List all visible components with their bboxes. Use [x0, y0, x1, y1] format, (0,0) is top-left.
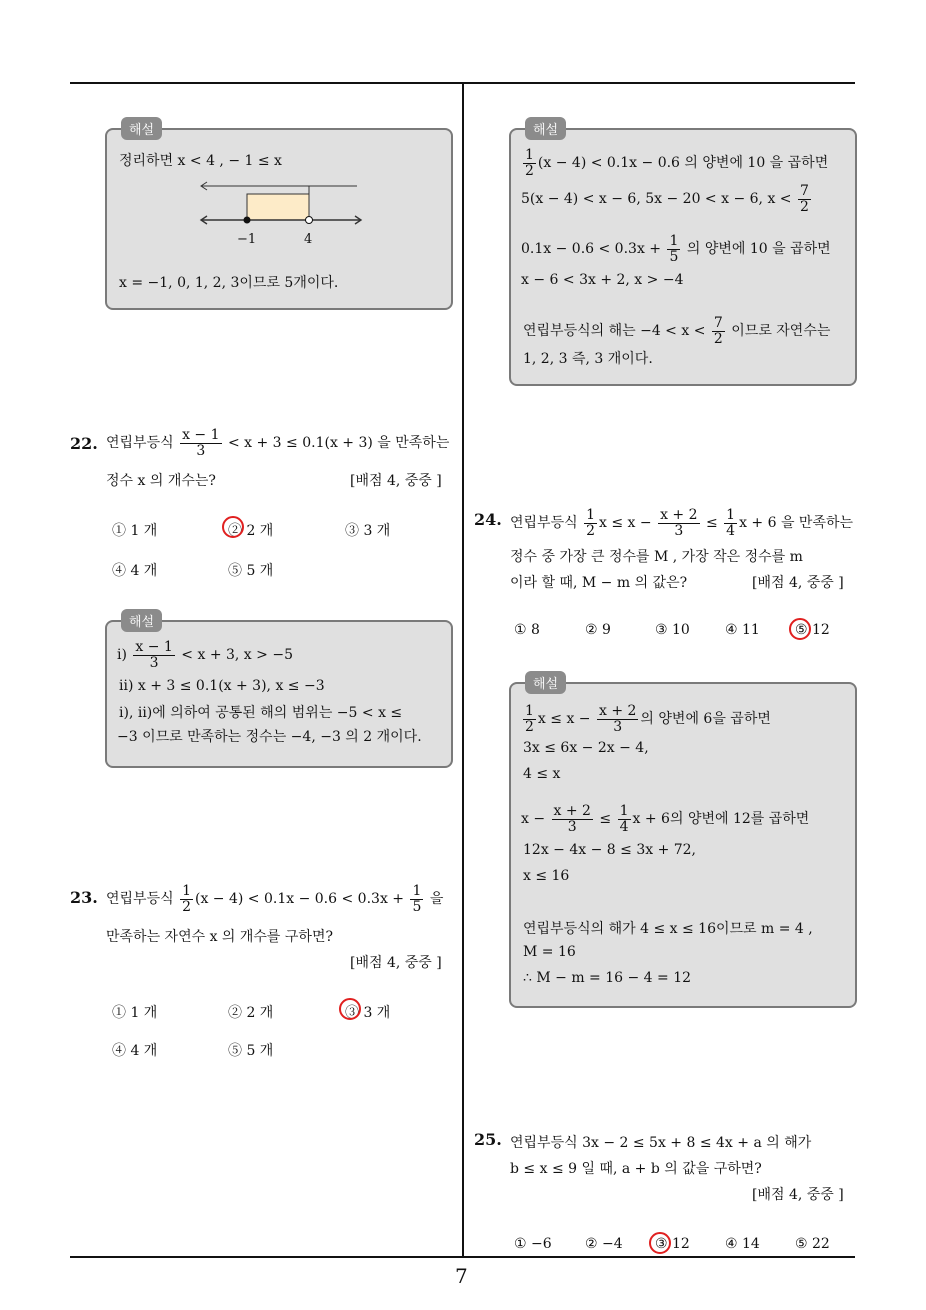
solution-line: x ≤ 16 — [523, 868, 570, 884]
choice-1[interactable]: ① −6 — [514, 1236, 552, 1252]
choice-3[interactable]: ③ 3 개 — [345, 1005, 391, 1021]
choice-5[interactable]: ⑤ 5 개 — [228, 1043, 274, 1059]
choice-2[interactable]: ② 2 개 — [228, 1005, 274, 1021]
choice-4[interactable]: ④ 11 — [725, 622, 760, 638]
solution-line: ⅱ) x + 3 ≤ 0.1(x + 3), x ≤ −3 — [119, 678, 325, 694]
answer-circle — [649, 1232, 671, 1254]
solution-line: 4 ≤ x — [523, 766, 561, 782]
solution-label: 해설 — [121, 609, 162, 632]
solution-box-22 — [105, 615, 453, 768]
choice-4[interactable]: ④ 14 — [725, 1236, 760, 1252]
solution-line: x = −1, 0, 1, 2, 3이므로 5개이다. — [119, 275, 339, 291]
page-number: 7 — [455, 1264, 468, 1288]
solution-label: 해설 — [121, 117, 162, 140]
answer-circle — [339, 998, 361, 1020]
question-text: 연립부등식 $\frac{1}{2}$ x ≤ x − $\frac{x + 2}{3}$ ≤ $\frac{1}{4}$ x + 6 을 만족하는 — [510, 507, 854, 539]
score-label: [배점 4, 중중 ] — [350, 473, 442, 489]
question-text: 정수 x 의 개수는? — [106, 473, 216, 489]
score-label: [배점 4, 중중 ] — [752, 1187, 844, 1203]
question-text: 정수 중 가장 큰 정수를 M , 가장 작은 정수를 m — [510, 549, 803, 565]
number-line-diagram — [197, 178, 367, 246]
choice-4[interactable]: ④ 4 개 — [112, 563, 158, 579]
choice-1[interactable]: ① 8 — [514, 622, 540, 638]
solution-line: ∴ M − m = 16 − 4 = 12 — [523, 970, 692, 986]
solution-line: 3x ≤ 6x − 2x − 4, — [523, 740, 649, 756]
solution-line: M = 16 — [523, 944, 576, 960]
tick-label-right: 4 — [304, 232, 313, 247]
choice-5[interactable]: ⑤ 22 — [795, 1236, 830, 1252]
solution-line: 연립부등식의 해는 −4 < x < $\frac{7}{2}$ 이므로 자연수는 — [523, 315, 831, 347]
solution-box-21 — [105, 123, 453, 310]
choice-3[interactable]: ③ 3 개 — [345, 523, 391, 539]
solution-line: $\frac{1}{2}$ x ≤ x − $\frac{x + 2}{3}$ 의 양변에 6을 곱하면 — [525, 703, 771, 735]
choice-3[interactable]: ③ 10 — [655, 622, 690, 638]
solution-label: 해설 — [525, 671, 566, 694]
solution-line: −3 이므로 만족하는 정수는 −4, −3 의 2 개이다. — [117, 729, 422, 745]
choice-1[interactable]: ① 1 개 — [112, 1005, 158, 1021]
solution-line: x − 6 < 3x + 2, x > −4 — [521, 272, 684, 288]
choice-5[interactable]: ⑤ 5 개 — [228, 563, 274, 579]
tick-label-left: −1 — [237, 232, 257, 247]
question-text: b ≤ x ≤ 9 일 때, a + b 의 값을 구하면? — [510, 1161, 762, 1177]
solution-line: i) $\frac{x - 1}{3}$ < x + 3, x > −5 — [117, 639, 293, 671]
solution-box-24 — [509, 677, 857, 1008]
bottom-rule — [70, 1256, 855, 1258]
question-number: 23. — [70, 888, 98, 907]
score-label: [배점 4, 중중 ] — [350, 955, 442, 971]
question-text: 만족하는 자연수 x 의 개수를 구하면? — [106, 929, 333, 945]
answer-circle — [222, 516, 244, 538]
solution-line: x − $\frac{x + 2}{3}$ ≤ $\frac{1}{4}$ x + 6의 양변에 12를 곱하면 — [521, 803, 810, 835]
question-text: 연립부등식 $\frac{1}{2}$ (x − 4) < 0.1x − 0.6 < 0.3x + $\frac{1}{5}$ 을 — [106, 883, 444, 915]
solution-line: 연립부등식의 해가 4 ≤ x ≤ 16이므로 m = 4 , — [523, 921, 813, 937]
column-divider — [462, 82, 464, 1258]
solution-line: ⅰ), ⅱ)에 의하여 공통된 해의 범위는 −5 < x ≤ — [119, 705, 403, 721]
score-label: [배점 4, 중중 ] — [752, 575, 844, 591]
solution-line: 12x − 4x − 8 ≤ 3x + 72, — [523, 842, 697, 858]
question-text: 연립부등식 3x − 2 ≤ 5x + 8 ≤ 4x + a 의 해가 — [510, 1135, 812, 1151]
question-number: 24. — [474, 510, 502, 529]
solution-line: 0.1x − 0.6 < 0.3x + $\frac{1}{5}$ 의 양변에 10 을 곱하면 — [521, 233, 831, 265]
choice-4[interactable]: ④ 4 개 — [112, 1043, 158, 1059]
solution-line: $\frac{1}{2}$ (x − 4) < 0.1x − 0.6 의 양변에 10 을 곱하면 — [525, 147, 829, 179]
choice-5[interactable]: ⑤ 12 — [795, 622, 830, 638]
choice-1[interactable]: ① 1 개 — [112, 523, 158, 539]
solution-line: 정리하면 x < 4 , − 1 ≤ x — [119, 153, 282, 169]
solution-line: 1, 2, 3 즉, 3 개이다. — [523, 351, 653, 367]
question-text: 이라 할 때, M − m 의 값은? — [510, 575, 688, 591]
choice-3[interactable]: ③ 12 — [655, 1236, 690, 1252]
choice-2[interactable]: ② −4 — [585, 1236, 623, 1252]
question-number: 25. — [474, 1130, 502, 1149]
solution-label: 해설 — [525, 117, 566, 140]
choice-2[interactable]: ② 9 — [585, 622, 611, 638]
answer-circle — [789, 618, 811, 640]
solution-box-23 — [509, 123, 857, 386]
choice-2[interactable]: ② 2 개 — [228, 523, 274, 539]
question-number: 22. — [70, 434, 98, 453]
question-text: 연립부등식 $\frac{x - 1}{3}$ < x + 3 ≤ 0.1(x + 3) 을 만족하는 — [106, 427, 450, 459]
solution-line: 5(x − 4) < x − 6, 5x − 20 < x − 6, x < $\frac{7}{2}$ — [521, 183, 809, 215]
